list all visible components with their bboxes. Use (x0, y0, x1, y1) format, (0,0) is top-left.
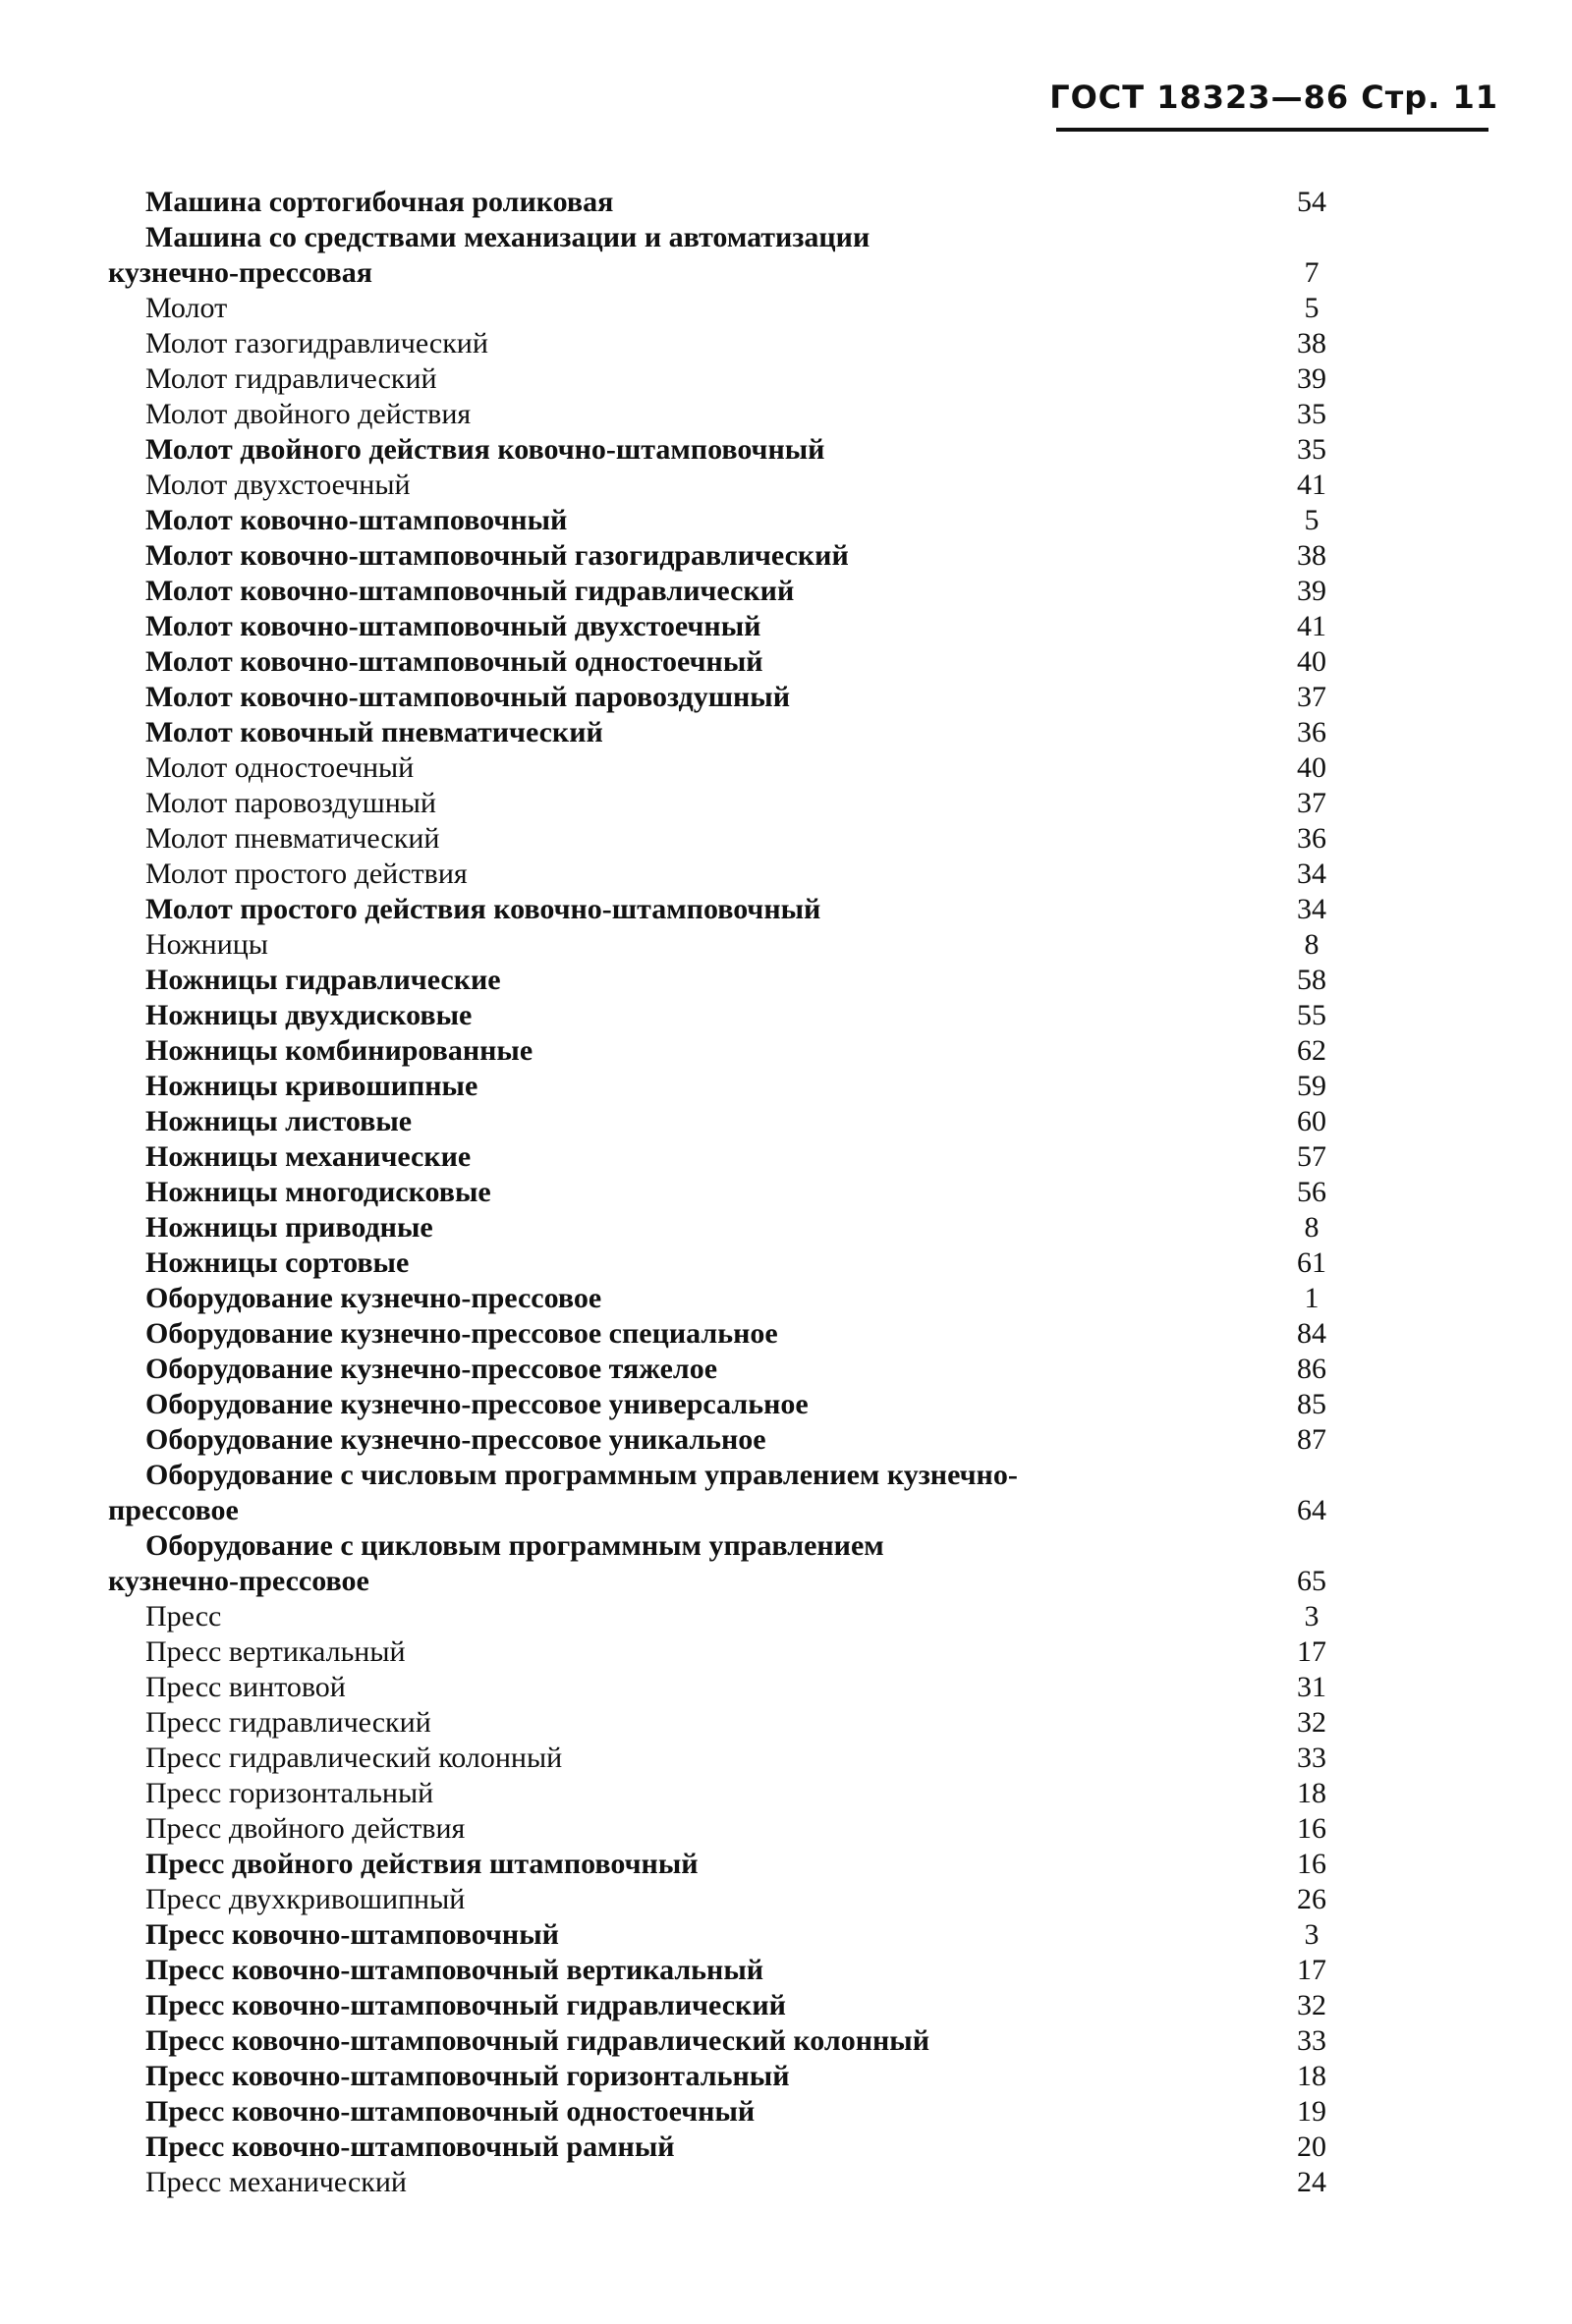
index-entry (108, 1741, 1366, 1776)
index-term: Молот двухстоечный (145, 469, 411, 501)
index-entry (108, 220, 1366, 291)
index-term: Молот ковочно-штамповочный газогидравлический (145, 539, 849, 572)
index-page-number: 61 (1297, 1246, 1326, 1279)
index-entry (108, 538, 1366, 574)
index-term: Ножницы листовые (145, 1105, 413, 1137)
index-term-continuation: кузнечно-прессовая (108, 256, 372, 289)
index-term: Машина сортогибочная роликовая (145, 186, 614, 218)
index-entry (108, 1281, 1366, 1316)
index-entry (108, 1387, 1366, 1422)
index-entry (108, 503, 1366, 538)
index-page-number: 39 (1297, 575, 1326, 607)
index-page-number: 58 (1297, 964, 1326, 996)
index-term: Молот ковочно-штамповочный (145, 504, 568, 536)
index-term: Ножницы механические (145, 1140, 472, 1173)
header-rule (1056, 128, 1488, 132)
index-entry (108, 2165, 1366, 2200)
index-page-number: 35 (1297, 398, 1326, 430)
index-page-number: 33 (1297, 2024, 1326, 2057)
index-term: Молот (145, 292, 228, 324)
index-entry (108, 326, 1366, 361)
index-page-number: 54 (1297, 186, 1326, 218)
index-entry (108, 1988, 1366, 2023)
index-page-number: 37 (1297, 787, 1326, 819)
index-entry (108, 821, 1366, 857)
index-page-number: 60 (1297, 1105, 1326, 1137)
index-entry (108, 2094, 1366, 2130)
index-term: Ножницы приводные (145, 1211, 433, 1244)
index-entry (108, 927, 1366, 963)
index-term: Пресс ковочно-штамповочный одностоечный (145, 2095, 756, 2128)
index-entry (108, 963, 1366, 998)
index-entry (108, 2059, 1366, 2094)
index-entry (108, 1882, 1366, 1917)
index-entry (108, 1422, 1366, 1458)
index-page-number: 5 (1304, 292, 1319, 324)
index-entry (108, 397, 1366, 432)
index-entry (108, 2023, 1366, 2059)
index-term: Пресс гидравлический (145, 1706, 431, 1739)
index-page-number: 8 (1304, 928, 1319, 961)
index-term: Пресс ковочно-штамповочный вертикальный (145, 1954, 764, 1986)
index-page-number: 37 (1297, 681, 1326, 713)
index-term: Пресс ковочно-штамповочный горизонтальный (145, 2060, 790, 2092)
index-entry (108, 291, 1366, 326)
index-page-number: 1 (1304, 1282, 1319, 1314)
index-page-number: 38 (1297, 539, 1326, 572)
index-entry (108, 1917, 1366, 1953)
index-entry (108, 892, 1366, 927)
index-entry (108, 998, 1366, 1033)
index-page-number: 18 (1297, 2060, 1326, 2092)
index-page-number: 55 (1297, 999, 1326, 1031)
index-entry (108, 432, 1366, 468)
index-page-number: 31 (1297, 1671, 1326, 1703)
page-header: ГОСТ 18323—86 Стр. 11 (1049, 79, 1498, 116)
index-term: Молот простого действия (145, 858, 468, 890)
index-entry (108, 1847, 1366, 1882)
index-entry (108, 1811, 1366, 1847)
index-entry (108, 609, 1366, 644)
index-page-number: 36 (1297, 822, 1326, 855)
index-page-number: 19 (1297, 2095, 1326, 2128)
index-term: Ножницы комбинированные (145, 1034, 533, 1067)
index-page-number: 16 (1297, 1848, 1326, 1880)
index-page-number: 16 (1297, 1812, 1326, 1845)
index-page-number: 34 (1297, 893, 1326, 925)
index-term: Оборудование с цикловым программным управлением (145, 1529, 884, 1562)
index-page-number: 84 (1297, 1317, 1326, 1350)
index-page-number: 34 (1297, 858, 1326, 890)
index-page-number: 40 (1297, 751, 1326, 784)
index-entry (108, 680, 1366, 715)
index-page-number: 7 (1304, 256, 1319, 289)
index-term: Молот гидравлический (145, 362, 437, 395)
index-term: Пресс двойного действия штамповочный (145, 1848, 699, 1880)
index-term: Ножницы многодисковые (145, 1176, 491, 1208)
index-page-number: 18 (1297, 1777, 1326, 1809)
index-page-number: 8 (1304, 1211, 1319, 1244)
index-term: Пресс винтовой (145, 1671, 346, 1703)
index-term: Молот газогидравлический (145, 327, 488, 360)
index-page-number: 26 (1297, 1883, 1326, 1915)
index-page-number: 85 (1297, 1388, 1326, 1420)
index-term: Оборудование кузнечно-прессовое специальное (145, 1317, 778, 1350)
index-term: Ножницы кривошипные (145, 1070, 478, 1102)
index-page-number: 5 (1304, 504, 1319, 536)
index-entry (108, 1599, 1366, 1634)
index-term-continuation: прессовое (108, 1494, 239, 1526)
index-term-continuation: кузнечно-прессовое (108, 1565, 369, 1597)
index-entry (108, 1069, 1366, 1104)
index-page-number: 64 (1297, 1494, 1326, 1526)
index-entry (108, 786, 1366, 821)
index-entry (108, 185, 1366, 220)
index-term: Молот ковочно-штамповочный двухстоечный (145, 610, 761, 642)
index-page-number: 86 (1297, 1353, 1326, 1385)
index-page-number: 33 (1297, 1742, 1326, 1774)
index-page-number: 32 (1297, 1989, 1326, 2021)
index-term: Молот ковочно-штамповочный одностоечный (145, 645, 763, 678)
index-entry (108, 750, 1366, 786)
term-index-list (108, 185, 1366, 2200)
index-entry (108, 644, 1366, 680)
index-term: Оборудование кузнечно-прессовое универсальное (145, 1388, 809, 1420)
index-page-number: 24 (1297, 2166, 1326, 2198)
index-entry (108, 715, 1366, 750)
index-term: Пресс вертикальный (145, 1635, 406, 1668)
index-term: Молот паровоздушный (145, 787, 436, 819)
index-entry (108, 1634, 1366, 1670)
index-term: Ножницы (145, 928, 268, 961)
index-page-number: 87 (1297, 1423, 1326, 1456)
index-page-number: 65 (1297, 1565, 1326, 1597)
index-entry (108, 1175, 1366, 1210)
index-term: Пресс ковочно-штамповочный рамный (145, 2130, 675, 2163)
index-entry (108, 1316, 1366, 1352)
index-page-number: 39 (1297, 362, 1326, 395)
index-term: Молот пневматический (145, 822, 440, 855)
index-term: Пресс двойного действия (145, 1812, 466, 1845)
index-page-number: 32 (1297, 1706, 1326, 1739)
index-term: Ножницы двухдисковые (145, 999, 473, 1031)
index-entry (108, 574, 1366, 609)
index-term: Молот одностоечный (145, 751, 415, 784)
index-entry (108, 468, 1366, 503)
index-page-number: 20 (1297, 2130, 1326, 2163)
index-entry (108, 857, 1366, 892)
index-page-number: 57 (1297, 1140, 1326, 1173)
index-term: Ножницы сортовые (145, 1246, 410, 1279)
index-term: Ножницы гидравлические (145, 964, 501, 996)
index-term: Пресс механический (145, 2166, 407, 2198)
index-term: Пресс гидравлический колонный (145, 1742, 563, 1774)
index-entry (108, 361, 1366, 397)
index-page-number: 3 (1304, 1600, 1319, 1632)
index-page-number: 36 (1297, 716, 1326, 748)
index-term: Пресс ковочно-штамповочный гидравлический колонный (145, 2024, 929, 2057)
index-entry (108, 1953, 1366, 1988)
index-entry (108, 1033, 1366, 1069)
index-entry (108, 1670, 1366, 1705)
index-entry (108, 1139, 1366, 1175)
index-term: Оборудование с числовым программным управлением кузнечно- (145, 1459, 1018, 1491)
index-entry (108, 1352, 1366, 1387)
index-entry (108, 1104, 1366, 1139)
index-page-number: 38 (1297, 327, 1326, 360)
index-term: Машина со средствами механизации и автоматизации (145, 221, 870, 253)
index-term: Молот простого действия ковочно-штамповочный (145, 893, 821, 925)
index-entry (108, 1528, 1366, 1599)
index-page-number: 17 (1297, 1635, 1326, 1668)
index-term: Пресс ковочно-штамповочный (145, 1918, 559, 1951)
index-page-number: 41 (1297, 610, 1326, 642)
index-term: Пресс двухкривошипный (145, 1883, 466, 1915)
index-entry (108, 1245, 1366, 1281)
index-entry (108, 2130, 1366, 2165)
index-term: Оборудование кузнечно-прессовое тяжелое (145, 1353, 718, 1385)
index-page-number: 3 (1304, 1918, 1319, 1951)
index-page-number: 41 (1297, 469, 1326, 501)
index-page-number: 35 (1297, 433, 1326, 466)
index-term: Молот ковочный пневматический (145, 716, 603, 748)
index-entry (108, 1776, 1366, 1811)
index-page-number: 59 (1297, 1070, 1326, 1102)
index-term: Пресс (145, 1600, 222, 1632)
index-entry (108, 1210, 1366, 1245)
index-term: Пресс горизонтальный (145, 1777, 434, 1809)
index-term: Молот ковочно-штамповочный паровоздушный (145, 681, 791, 713)
index-term: Оборудование кузнечно-прессовое уникальное (145, 1423, 766, 1456)
index-page-number: 40 (1297, 645, 1326, 678)
index-term: Молот двойного действия ковочно-штамповочный (145, 433, 825, 466)
index-term: Молот двойного действия (145, 398, 472, 430)
index-term: Молот ковочно-штамповочный гидравлический (145, 575, 795, 607)
index-page-number: 56 (1297, 1176, 1326, 1208)
index-page-number: 62 (1297, 1034, 1326, 1067)
index-term: Оборудование кузнечно-прессовое (145, 1282, 602, 1314)
index-entry (108, 1705, 1366, 1741)
index-page-number: 17 (1297, 1954, 1326, 1986)
index-entry (108, 1458, 1366, 1528)
index-term: Пресс ковочно-штамповочный гидравлический (145, 1989, 786, 2021)
